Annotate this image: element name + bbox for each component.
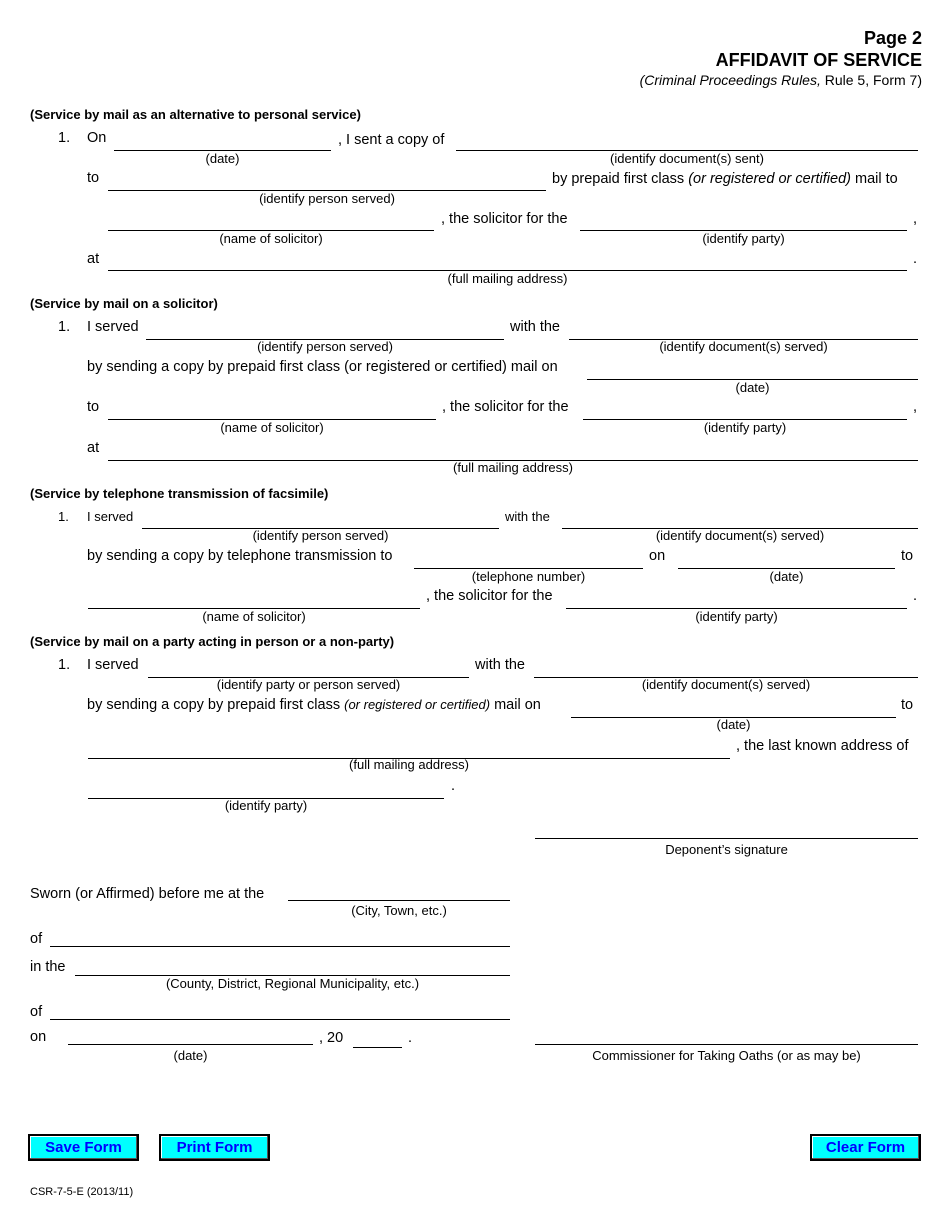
page-number: Page 2 [863,28,922,48]
s3-person-field[interactable] [142,510,499,529]
s1-prepaid-text: by prepaid first class [552,171,689,187]
s2-person-field[interactable] [146,321,504,340]
s4-with-label: with the [475,657,525,673]
s1-documents-caption: (identify document(s) sent) [610,151,764,166]
s3-date-field[interactable] [678,550,895,569]
jurat-county-caption: (County, District, Regional Municipality, etc.) [165,976,420,991]
s1-party-caption: (identify party) [702,231,785,246]
s1-party-field[interactable] [580,212,907,231]
print-form-button[interactable]: Print Form [159,1134,270,1161]
s1-solicitor-caption: (name of solicitor) [219,231,323,246]
s4-documents-caption: (identify document(s) served) [641,677,811,692]
jurat-on-label: on [30,1029,47,1045]
jurat-of-field-1[interactable] [50,928,510,947]
s3-phone-field[interactable] [414,550,643,569]
s2-solicitor-field[interactable] [108,401,436,420]
jurat-period: . [408,1030,413,1046]
rule-reference-rest: Rule 5, Form 7) [820,72,922,88]
s1-comma: , [913,211,918,227]
save-form-button[interactable]: Save Form [28,1134,139,1161]
s1-date-caption: (date) [205,151,240,166]
jurat-of-label-2: of [30,1004,43,1020]
s2-address-caption: (full mailing address) [453,460,573,475]
s2-by-sending-text: by sending a copy by prepaid first class (or registered or certified) mail on [87,359,558,375]
s4-person-field[interactable] [148,659,469,678]
s3-with-label: with the [505,509,550,524]
s1-person-caption: (identify person served) [259,191,395,206]
jurat-year-field[interactable] [353,1029,402,1048]
s3-documents-field[interactable] [562,510,918,529]
commissioner-signature-field[interactable] [535,1026,918,1045]
s4-documents-field[interactable] [534,659,918,678]
sworn-label: Sworn (or Affirmed) before me at the [30,886,265,902]
s1-mail-to-text: mail to [850,171,898,187]
s2-number: 1. [58,319,71,335]
rule-reference [640,72,922,88]
s4-date-field[interactable] [571,699,896,718]
s2-party-field[interactable] [583,401,907,420]
section1-heading: (Service by mail as an alternative to personal service) [30,107,361,122]
s4-last-known-text: , the last known address of [736,738,909,754]
jurat-of-field-2[interactable] [50,1001,510,1020]
jurat-date-field[interactable] [68,1026,313,1045]
s1-number: 1. [58,130,71,146]
s2-person-caption: (identify person served) [257,339,393,354]
s2-at-label: at [87,440,100,456]
deponent-signature-caption: Deponent’s signature [665,842,788,857]
s1-at-label: at [87,251,100,267]
s2-party-caption: (identify party) [703,420,787,435]
s1-registered-text: (or registered or certified) [688,171,851,187]
s1-address-field[interactable] [108,252,907,271]
s2-solicitor-caption: (name of solicitor) [220,420,324,435]
s4-address-caption: (full mailing address) [349,757,469,772]
s4-by-sending-text: by sending a copy by prepaid first class [87,697,345,713]
s4-mail-method [87,697,541,713]
s1-on-label: On [87,130,107,146]
s4-period: . [451,778,456,794]
s3-date-caption: (date) [769,569,804,584]
s3-on-label: on [649,548,666,564]
s2-date-caption: (date) [735,380,770,395]
s4-registered-text: (or registered or certified) [344,697,491,712]
s4-mail-on-text: mail on [490,697,541,713]
s3-period: . [913,588,918,604]
s2-served-label: I served [87,319,139,335]
section4-heading: (Service by mail on a party acting in person or a non-party) [30,634,395,649]
s1-sent-label: , I sent a copy of [338,132,445,148]
s3-solicitor-caption: (name of solicitor) [202,609,306,624]
jurat-of-label-1: of [30,931,43,947]
jurat-city-caption: (City, Town, etc.) [351,903,447,918]
s3-person-caption: (identify person served) [252,528,389,543]
s3-to-label: to [901,548,914,564]
jurat-city-field[interactable] [288,882,510,901]
form-code: CSR-7-5-E (2013/11) [30,1186,134,1198]
commissioner-caption: Commissioner for Taking Oaths (or as may be) [592,1048,861,1063]
s2-documents-field[interactable] [569,321,918,340]
s2-comma: , [913,399,918,415]
s1-address-caption: (full mailing address) [447,271,568,286]
s1-date-field[interactable] [114,132,331,151]
s4-to-label: to [901,697,914,713]
s3-party-caption: (identify party) [695,609,778,624]
s2-with-label: with the [510,319,560,335]
s3-party-field[interactable] [566,590,907,609]
jurat-county-field[interactable] [75,957,510,976]
section2-heading: (Service by mail on a solicitor) [30,296,218,311]
s4-person-caption: (identify party or person served) [216,677,401,692]
section3-heading: (Service by telephone transmission of facsimile) [30,486,329,501]
s4-date-caption: (date) [716,717,751,732]
s2-date-field[interactable] [587,361,918,380]
s1-period: . [913,251,918,267]
s3-solicitor-field[interactable] [88,590,420,609]
s1-person-field[interactable] [108,172,546,191]
s4-party-caption: (identify party) [224,798,308,813]
jurat-date-caption: (date) [173,1048,208,1063]
jurat-in-the-label: in the [30,959,66,975]
s2-documents-caption: (identify document(s) served) [659,339,828,354]
s3-solicitor-for-label: , the solicitor for the [426,588,553,604]
s1-to-label: to [87,170,100,186]
s2-to-label: to [87,399,100,415]
s4-number: 1. [58,657,71,673]
s3-number: 1. [58,509,69,524]
s4-party-field[interactable] [88,780,444,799]
s1-mail-method [552,171,898,187]
s3-served-label: I served [87,509,134,524]
s3-documents-caption: (identify document(s) served) [655,528,825,543]
s2-address-field[interactable] [108,442,918,461]
s2-solicitor-for-label: , the solicitor for the [442,399,569,415]
s3-phone-caption: (telephone number) [471,569,586,584]
s1-solicitor-for-label: , the solicitor for the [441,211,568,227]
deponent-signature-field[interactable] [535,820,918,839]
form-title: AFFIDAVIT OF SERVICE [715,50,922,70]
rule-reference-italic: (Criminal Proceedings Rules, [639,72,821,88]
s1-documents-field[interactable] [456,132,918,151]
s1-solicitor-field[interactable] [108,212,434,231]
clear-form-button[interactable]: Clear Form [810,1134,921,1161]
s3-by-sending-text: by sending a copy by telephone transmission to [87,548,393,564]
jurat-twenty-label: , 20 [319,1030,344,1046]
s4-served-label: I served [87,657,139,673]
